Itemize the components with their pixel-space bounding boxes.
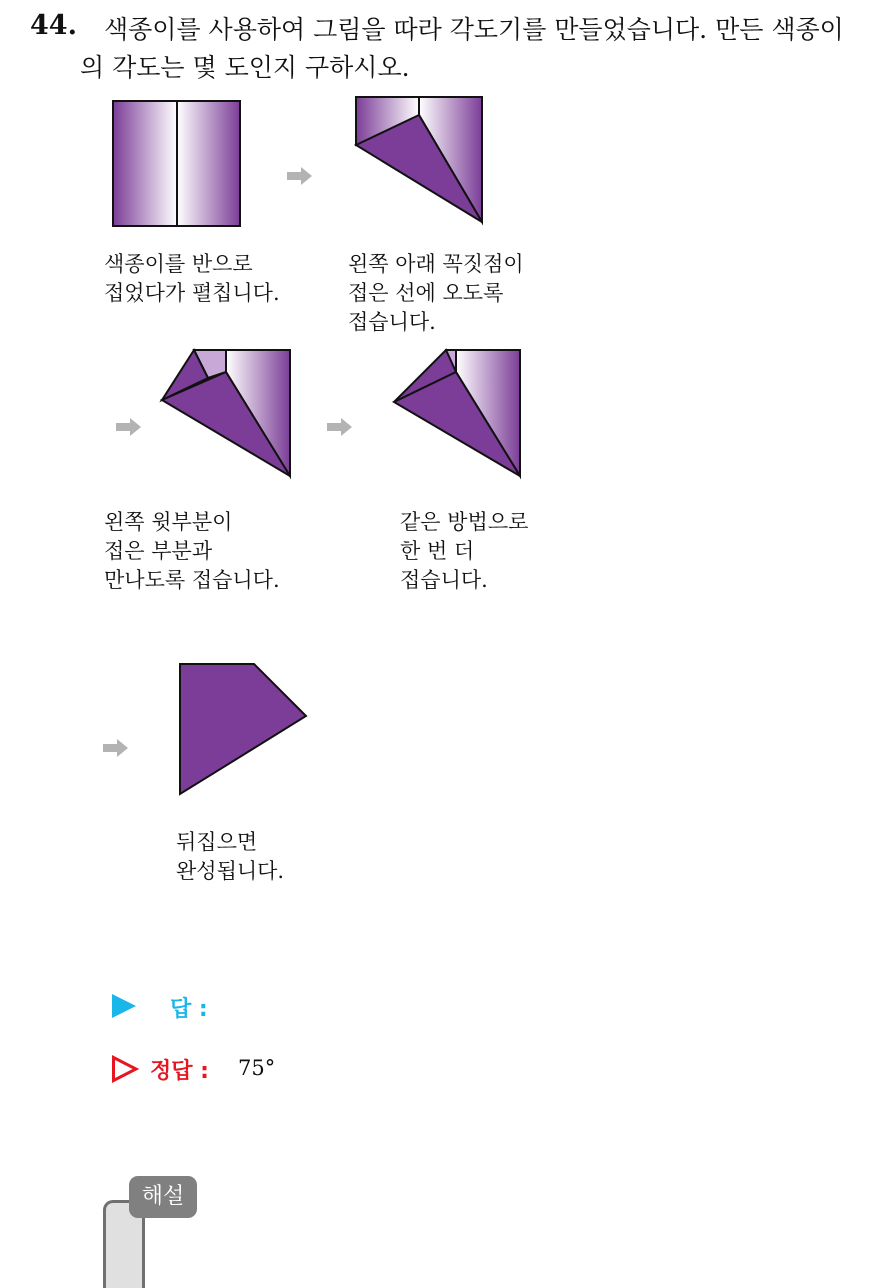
step5-caption: 뒤집으면 완성됩니다. xyxy=(176,830,285,883)
answer-label: 답 : xyxy=(170,997,208,1022)
arrow-right-icon xyxy=(116,418,142,436)
question-text-line1: 색종이를 사용하여 그림을 따라 각도기를 만들었습니다. 만든 색종이 xyxy=(104,15,844,44)
correct-answer-label: 정답 : xyxy=(150,1059,209,1084)
paper-left-half xyxy=(113,101,177,226)
step4-caption: 같은 방법으로 한 번 더 접습니다. xyxy=(400,510,529,592)
paper-right-half xyxy=(177,101,240,226)
step4-figure xyxy=(392,348,526,480)
question-number: 44. xyxy=(30,10,77,41)
correct-answer-value: 75° xyxy=(238,1056,276,1080)
arrow-right-icon xyxy=(287,167,313,185)
outline-triangle-icon xyxy=(111,1055,139,1083)
step2-caption: 왼쪽 아래 꼭짓점이 접은 선에 오도록 접습니다. xyxy=(348,252,524,334)
arrow-right-icon xyxy=(327,418,353,436)
explanation-tab[interactable]: 해설 xyxy=(129,1176,197,1218)
step3-figure xyxy=(160,348,294,480)
question-text-line2: 의 각도는 몇 도인지 구하시오. xyxy=(80,53,410,82)
step2-figure xyxy=(354,95,486,225)
play-triangle-icon xyxy=(111,993,137,1019)
step5-figure xyxy=(178,662,310,798)
step1-figure xyxy=(112,100,242,228)
arrow-right-icon xyxy=(103,739,129,757)
step1-caption: 색종이를 반으로 접었다가 펼칩니다. xyxy=(104,252,280,305)
step3-caption: 왼쪽 윗부분이 접은 부분과 만나도록 접습니다. xyxy=(104,510,280,592)
